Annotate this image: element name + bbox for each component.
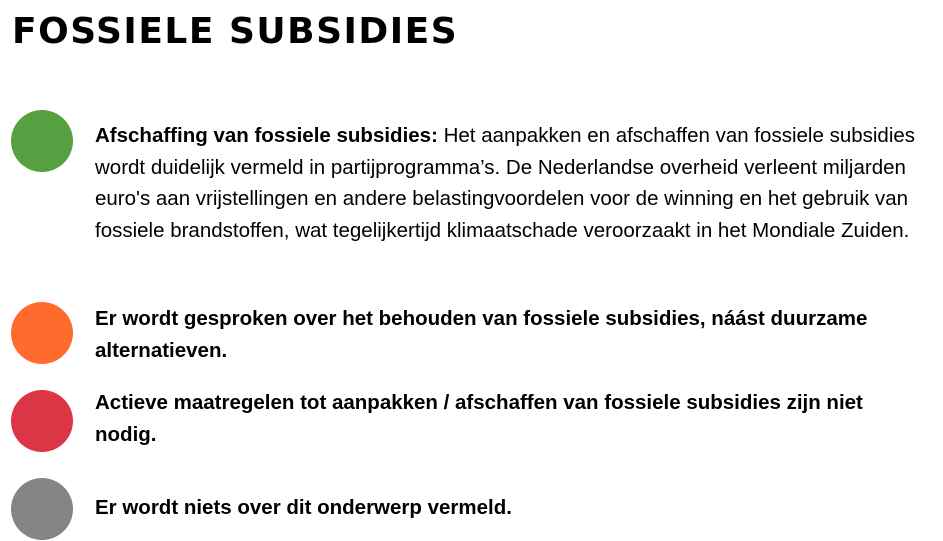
green-dot-icon [11, 110, 73, 172]
legend-item-lead: Er wordt gesproken over het behouden van fossiele subsidies, náást duurzame alternatieven. [95, 307, 868, 362]
page-title: FOSSIELE SUBSIDIES [12, 11, 459, 52]
legend-item-text [95, 387, 925, 450]
legend-item-lead: Afschaffing van fossiele subsidies: [95, 124, 438, 147]
legend-item-text [95, 492, 925, 524]
orange-dot-icon [11, 302, 73, 364]
red-dot-icon [11, 390, 73, 452]
legend-item-lead: Er wordt niets over dit onderwerp vermeld. [95, 496, 512, 519]
legend-item-text [95, 120, 925, 246]
grey-dot-icon [11, 478, 73, 540]
legend-item-lead: Actieve maatregelen tot aanpakken / afschaffen van fossiele subsidies zijn niet nodig. [95, 391, 863, 446]
legend-item-text [95, 303, 925, 366]
legend-item-body: Het aanpakken en afschaffen van fossiele subsidies wordt duidelijk vermeld in partijprogramma’s. De Nederlandse overheid verleent miljarden euro's aan vrijstellingen en andere belastingvoordelen voor de winning en het gebruik van fossiele brandstoffen, wat tegelijkertijd klimaatschade veroorzaakt in het Mondiale Zuiden. [95, 124, 916, 242]
